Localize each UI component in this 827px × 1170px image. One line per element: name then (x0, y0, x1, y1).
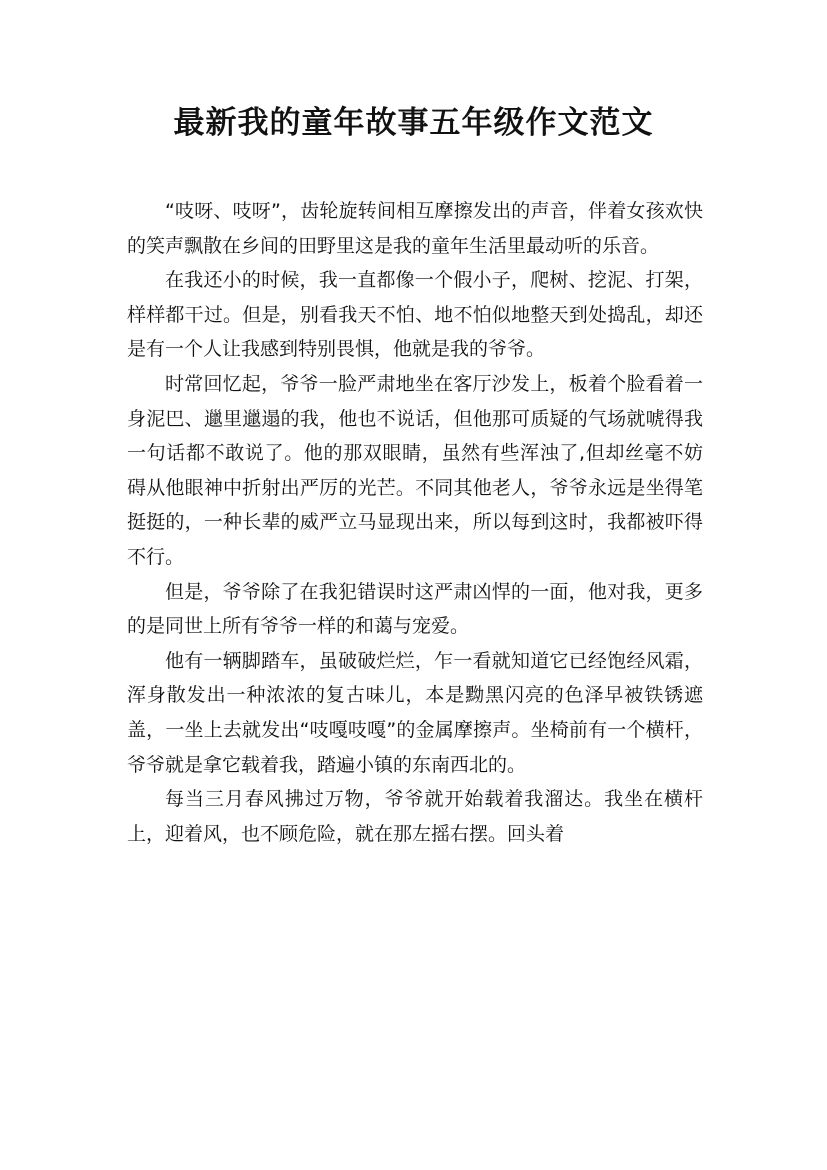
paragraph-1: “吱呀、吱呀”，齿轮旋转间相互摩擦发出的声音，伴着女孩欢快的笑声飘散在乡间的田野里这是我的童年生活里最动听的乐音。 (127, 200, 703, 257)
paragraph-2: 在我还小的时候，我一直都像一个假小子，爬树、挖泥、打架，样样都干过。但是，别看我天不怕、地不怕似地整天到处捣乱，却还是有一个人让我感到特别畏惧，他就是我的爷爷。 (127, 269, 703, 361)
paragraph-3: 时常回忆起，爷爷一脸严肃地坐在客厅沙发上，板着个脸看着一身泥巴、邋里邋遢的我，他也不说话，但他那可质疑的气场就唬得我一句话都不敢说了。他的那双眼睛，虽然有些浑浊了,但却丝毫不妨碍从他眼神中折射出严厉的光芒。不同其他老人，爷爷永远是坐得笔挺挺的，一种长辈的威严立马显现出来，所以每到这时，我都被吓得不行。 (127, 372, 703, 568)
paragraph-6: 每当三月春风拂过万物，爷爷就开始载着我溜达。我坐在横杆上，迎着风，也不顾危险，就在那左摇右摆。回头着 (127, 788, 703, 845)
document-body (127, 194, 703, 851)
document-title: 最新我的童年故事五年级作文范文 (173, 105, 654, 141)
paragraph-5: 他有一辆脚踏车，虽破破烂烂，乍一看就知道它已经饱经风霜，浑身散发出一种浓浓的复古味儿，本是黝黑闪亮的色泽早被铁锈遮盖，一坐上去就发出“吱嘎吱嘎”的金属摩擦声。坐椅前有一个横杆，爷爷就是拿它载着我，踏遍小镇的东南西北的。 (127, 649, 703, 776)
paragraph-4: 但是，爷爷除了在我犯错误时这严肃凶悍的一面，他对我，更多的是同世上所有爷爷一样的和蔼与宠爱。 (127, 580, 703, 638)
